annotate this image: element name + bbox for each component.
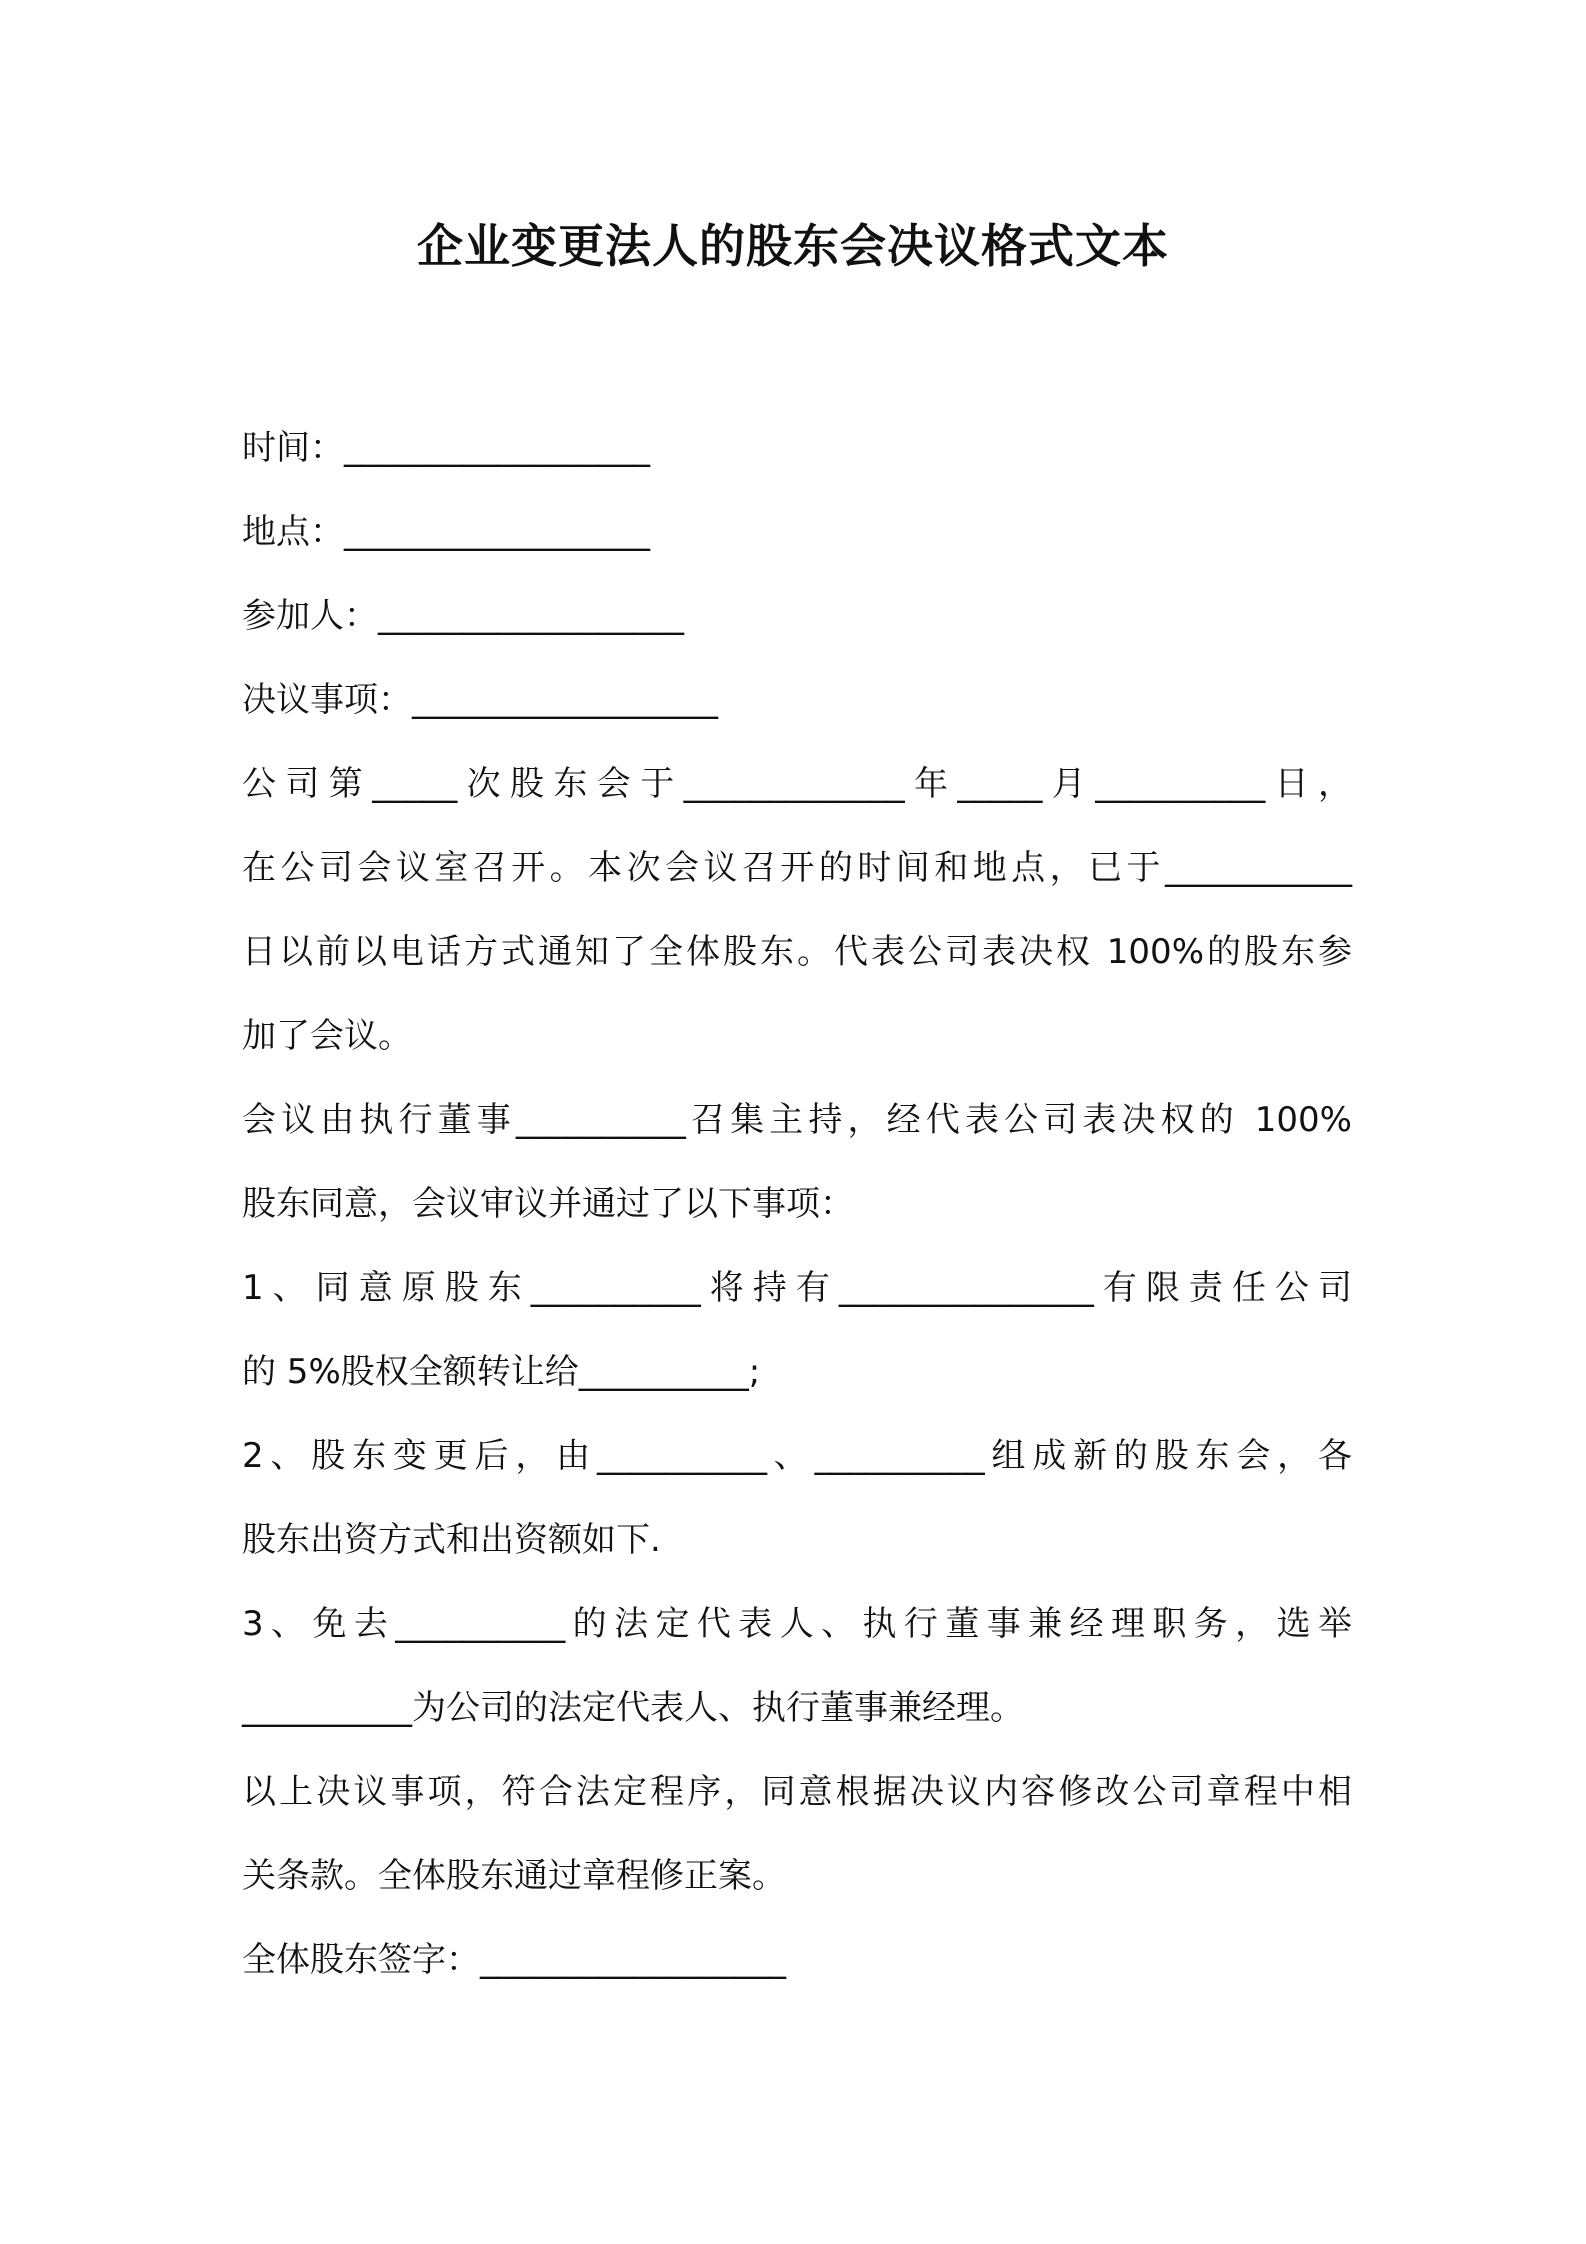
document-body	[242, 406, 1352, 2002]
paragraph-line: 股东同意，会议审议并通过了以下事项：	[242, 1184, 854, 1224]
document-title: 企业变更法人的股东会决议格式文本	[417, 219, 1169, 273]
resolution-item-1-line: 的 5%股权全额转让给__________;	[242, 1352, 761, 1392]
closing-paragraph-line: 以上决议事项，符合法定程序，同意根据决议内容修改公司章程中相	[242, 1772, 1352, 1812]
paragraph-line: 在公司会议室召开。本次会议召开的时间和地点，已于___________	[242, 848, 1352, 888]
resolution-item-3-line: 3、免去__________的法定代表人、执行董事兼经理职务，选举	[242, 1604, 1352, 1644]
resolution-item-3-line: __________为公司的法定代表人、执行董事兼经理。	[242, 1688, 1024, 1728]
paragraph-line: 会议由执行董事__________召集主持，经代表公司表决权的 100%	[242, 1100, 1352, 1140]
resolution-items-field-line: 决议事项：__________________	[242, 680, 718, 720]
time-field-line: 时间：__________________	[242, 428, 650, 468]
paragraph-line: 公司第_____次股东会于_____________年_____月__________日，	[242, 764, 1352, 804]
paragraph-line: 日以前以电话方式通知了全体股东。代表公司表决权 100%的股东参	[242, 932, 1352, 972]
closing-paragraph-line: 关条款。全体股东通过章程修正案。	[242, 1856, 786, 1896]
paragraph-line: 加了会议。	[242, 1016, 412, 1056]
location-field-line: 地点：__________________	[242, 512, 650, 552]
signature-field-line: 全体股东签字：__________________	[242, 1940, 786, 1980]
attendees-field-line: 参加人：__________________	[242, 596, 684, 636]
resolution-item-2-line: 股东出资方式和出资额如下.	[242, 1520, 661, 1560]
resolution-item-1-line: 1、同意原股东__________将持有_______________有限责任公司	[242, 1268, 1352, 1308]
resolution-item-2-line: 2、股东变更后，由__________、__________组成新的股东会，各	[242, 1436, 1352, 1476]
